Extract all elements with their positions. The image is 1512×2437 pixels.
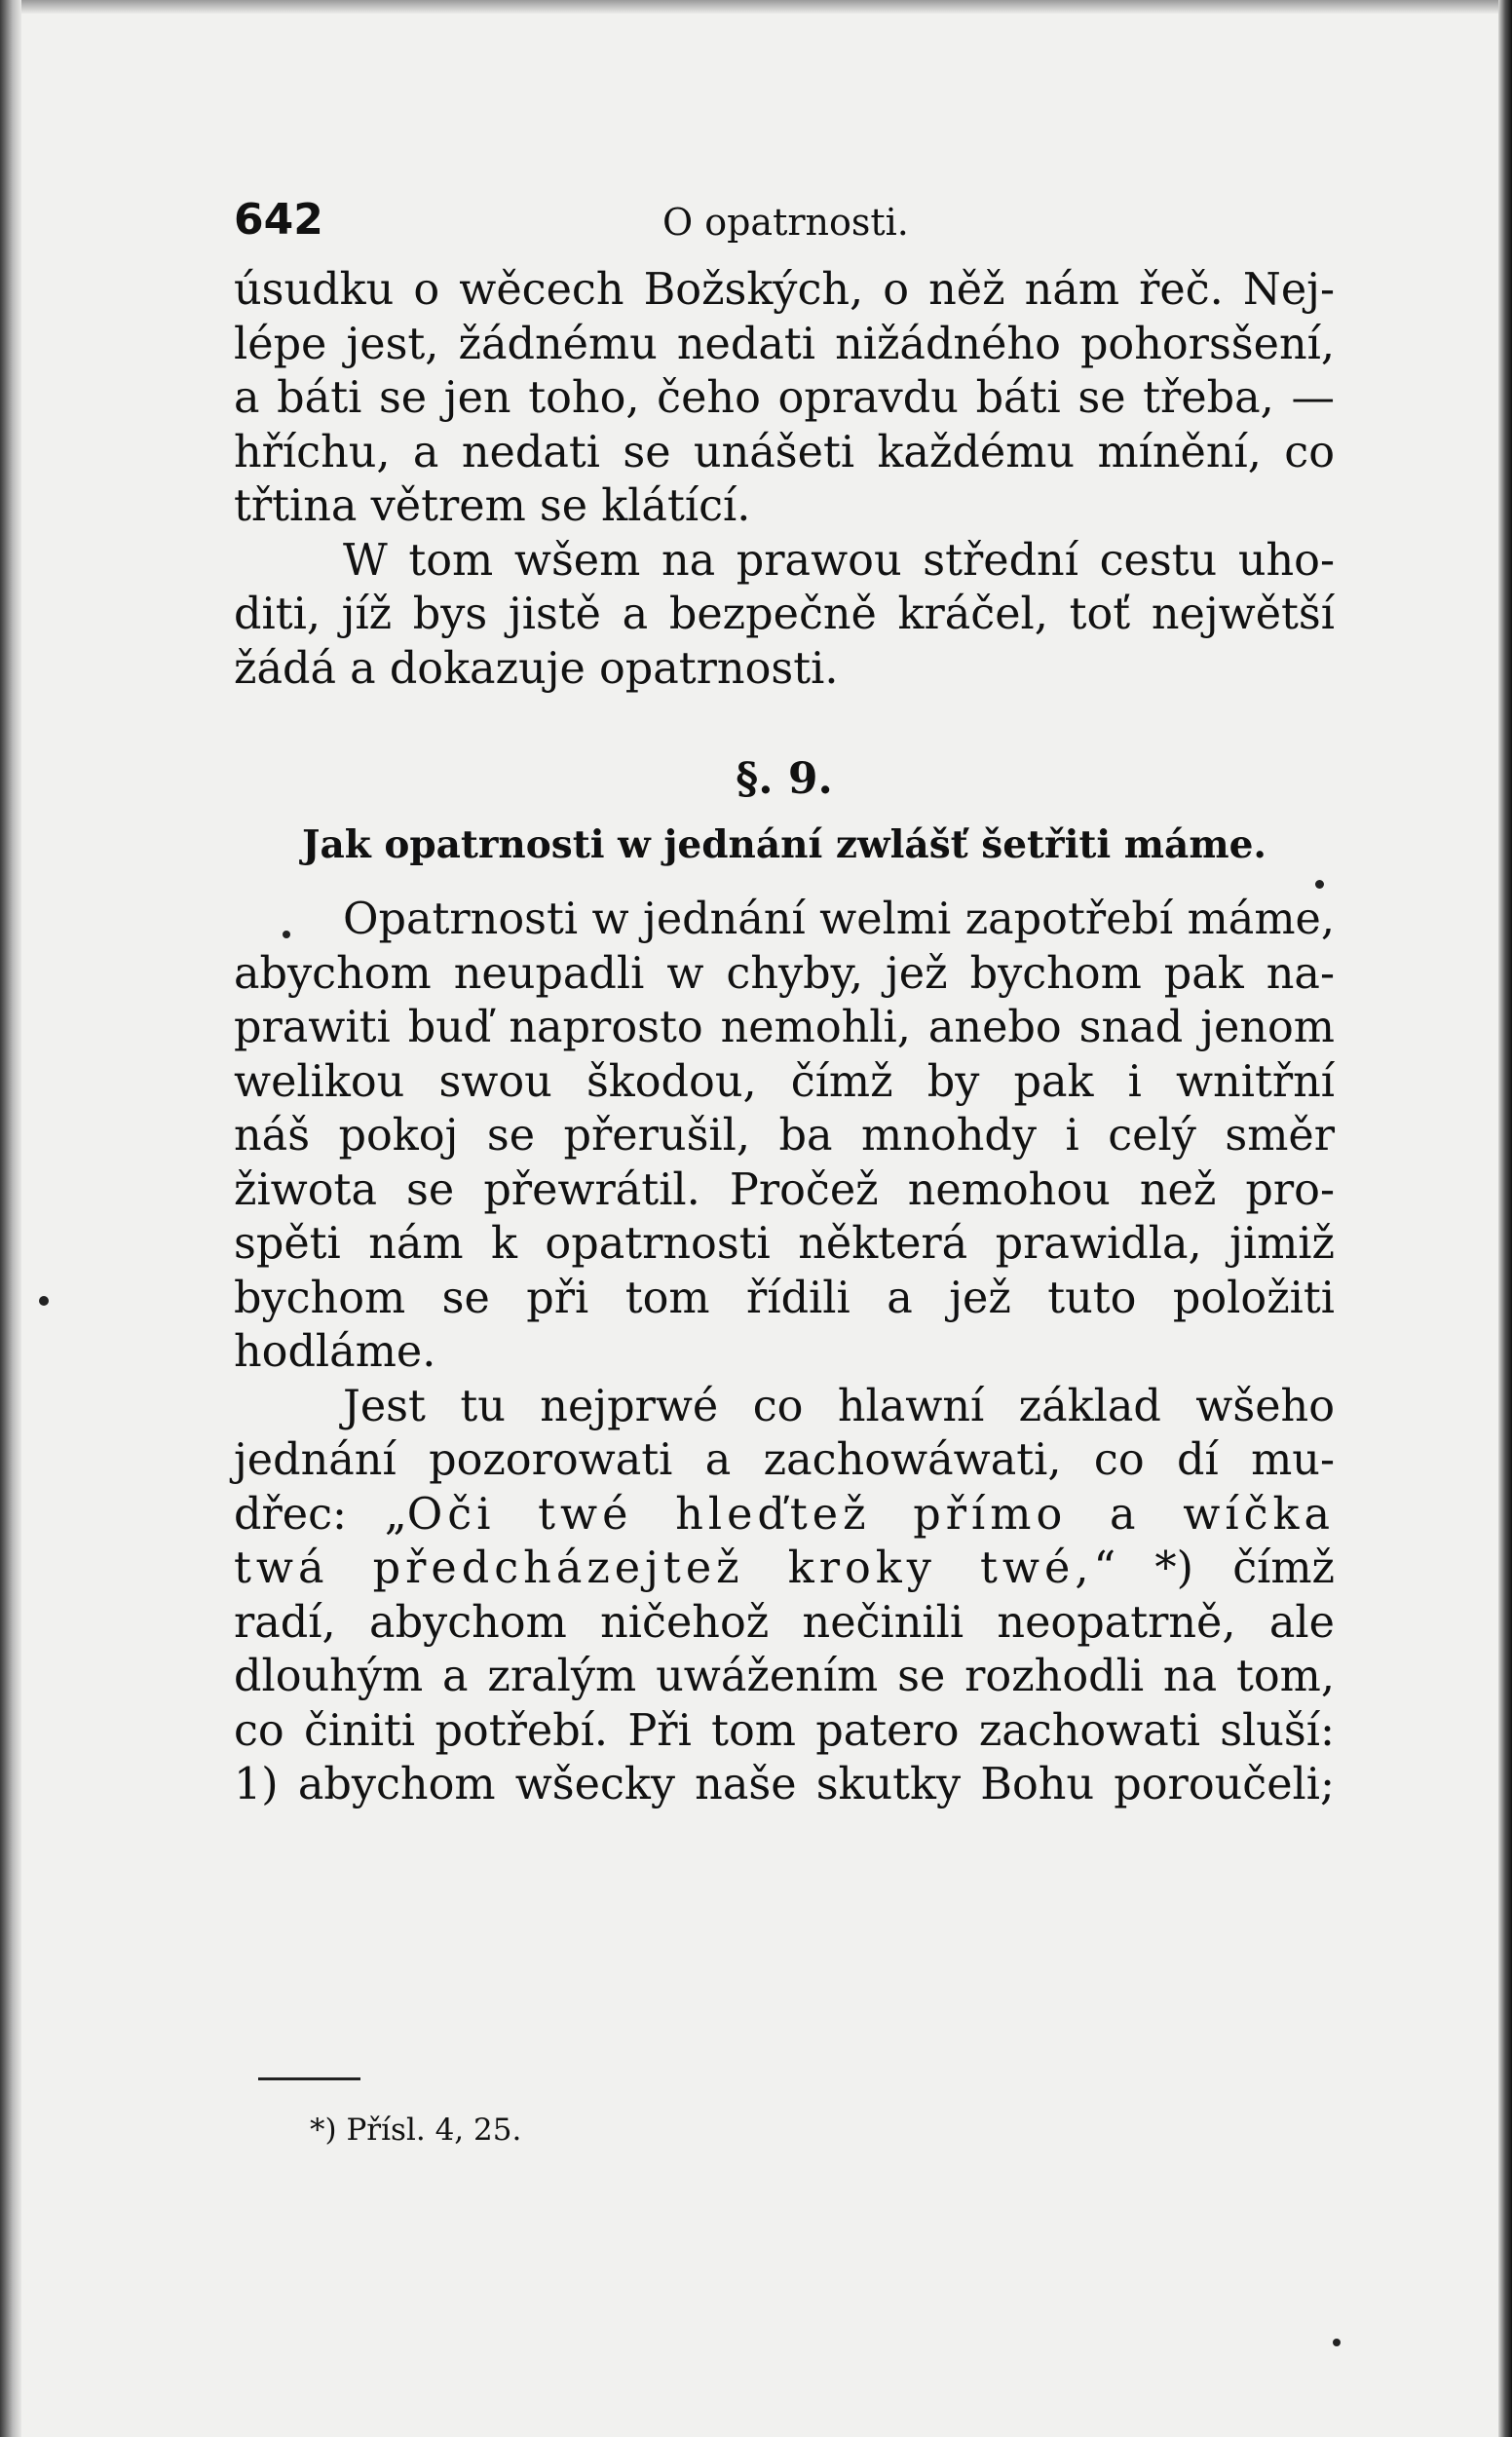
text-line: lépe jest, žádnému nedati nižádného pohorsšení, bbox=[234, 319, 1335, 369]
paragraph-4 bbox=[234, 1380, 1335, 1812]
section-number: §. 9. bbox=[736, 754, 833, 804]
text-line: úsudku o wěcech Božských, o něž nám řeč. Nej- bbox=[234, 265, 1335, 315]
text-line bbox=[234, 1488, 1335, 1542]
footnote-divider bbox=[258, 2077, 360, 2080]
scan-edge-top bbox=[0, 0, 1512, 14]
text-line: 1) abychom wšecky naše skutky Bohu poroučeli; bbox=[234, 1760, 1335, 1809]
text-line: spěti nám k opatrnosti některá prawidla, jimiž bbox=[234, 1219, 1335, 1269]
footnote: *) Přísl. 4, 25. bbox=[310, 2113, 522, 2148]
text-line: žiwota se přewrátil. Pročež nemohou než pro- bbox=[234, 1164, 1335, 1215]
scan-edge-right bbox=[1498, 0, 1512, 2437]
paragraph-2 bbox=[234, 534, 1335, 697]
scan-speck bbox=[39, 1296, 49, 1306]
text-line: žádá a dokazuje opatrnosti. bbox=[234, 643, 839, 694]
page-number: 642 bbox=[234, 195, 323, 245]
text-line: náš pokoj se přerušil, ba mnohdy i celý směr bbox=[234, 1111, 1335, 1161]
text-line: bychom se při tom řídili a jež tuto položiti bbox=[234, 1273, 1335, 1323]
text-line: Jest tu nejprwé co hlawní základ wšeho bbox=[343, 1381, 1335, 1431]
text-line: co činiti potřebí. Při tom patero zachowati sluší: bbox=[234, 1705, 1335, 1756]
text-line: jednání pozorowati a zachowáwati, co dí mu- bbox=[234, 1435, 1335, 1485]
text-line: radí, abychom ničehož nečinili neopatrně, ale bbox=[234, 1597, 1335, 1648]
text-line bbox=[234, 1542, 1335, 1596]
page-header bbox=[234, 195, 1335, 263]
text-line: Opatrnosti w jednání welmi zapotřebí máme, bbox=[343, 895, 1335, 944]
section-title: Jak opatrnosti w jednání zwlášť šetřiti máme. bbox=[302, 822, 1266, 867]
text-fragment: dřec: „ bbox=[234, 1489, 407, 1540]
paragraph-3 bbox=[234, 893, 1335, 1380]
text-line: hodláme. bbox=[234, 1327, 436, 1377]
quoted-scripture: twá předcházejtež kroky twé, bbox=[234, 1543, 1094, 1593]
text-line: abychom neupadli w chyby, jež bychom pak na- bbox=[234, 948, 1335, 999]
page-content bbox=[234, 195, 1335, 1812]
paragraph-1 bbox=[234, 263, 1335, 534]
text-line: prawiti buď naprosto nemohli, anebo snad jenom bbox=[234, 1003, 1335, 1052]
scan-edge-left bbox=[0, 0, 21, 2437]
text-line: a báti se jen toho, čeho opravdu báti se třeba, — bbox=[234, 373, 1335, 423]
scan-speck bbox=[1333, 2339, 1341, 2346]
text-fragment: “ *) čímž bbox=[1093, 1543, 1335, 1593]
text-line: třtina větrem se klátící. bbox=[234, 481, 751, 531]
quoted-scripture: Oči twé hleďtež přímo a wíčka bbox=[406, 1489, 1335, 1540]
text-line: hříchu, a nedati se unášeti každému mínění, co bbox=[234, 427, 1335, 477]
text-line: diti, jíž bys jistě a bezpečně kráčel, toť nejwětší bbox=[234, 590, 1335, 639]
text-line: welikou swou škodou, čímž by pak i wnitřní bbox=[234, 1056, 1335, 1107]
running-title: O opatrnosti. bbox=[662, 201, 909, 244]
text-line: W tom wšem na prawou střední cestu uho- bbox=[343, 535, 1335, 586]
text-line: dlouhým a zralým uwážením se rozhodli na tom, bbox=[234, 1652, 1335, 1701]
